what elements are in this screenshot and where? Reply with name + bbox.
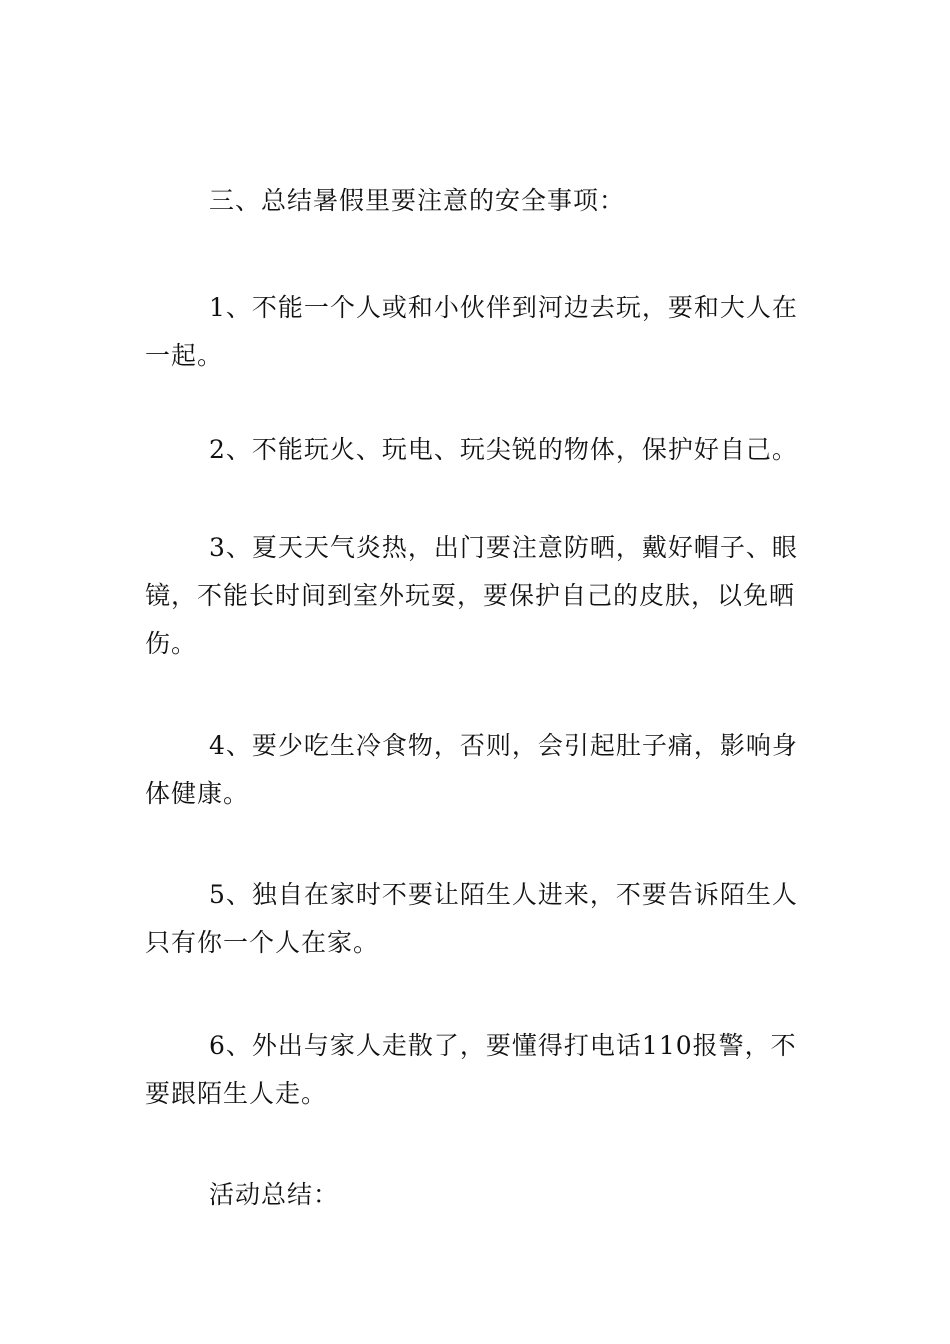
safety-item-5: 5、独自在家时不要让陌生人进来，不要告诉陌生人只有你一个人在家。 [145, 880, 798, 957]
activity-summary-heading: 活动总结： [209, 1180, 340, 1209]
safety-item-6: 6、外出与家人走散了，要懂得打电话110报警，不要跟陌生人走。 [145, 1031, 797, 1108]
section-heading: 三、总结暑假里要注意的安全事项： [209, 186, 626, 215]
safety-item-1: 1、不能一个人或和小伙伴到河边去玩，要和大人在一起。 [145, 293, 798, 370]
safety-item-3: 3、夏天天气炎热，出门要注意防晒，戴好帽子、眼镜，不能长时间到室外玩耍，要保护自己的皮肤，以免晒伤。 [145, 533, 798, 658]
safety-item-4: 4、要少吃生冷食物，否则，会引起肚子痛，影响身体健康。 [145, 731, 798, 808]
safety-item-2: 2、不能玩火、玩电、玩尖锐的物体，保护好自己。 [209, 435, 798, 464]
